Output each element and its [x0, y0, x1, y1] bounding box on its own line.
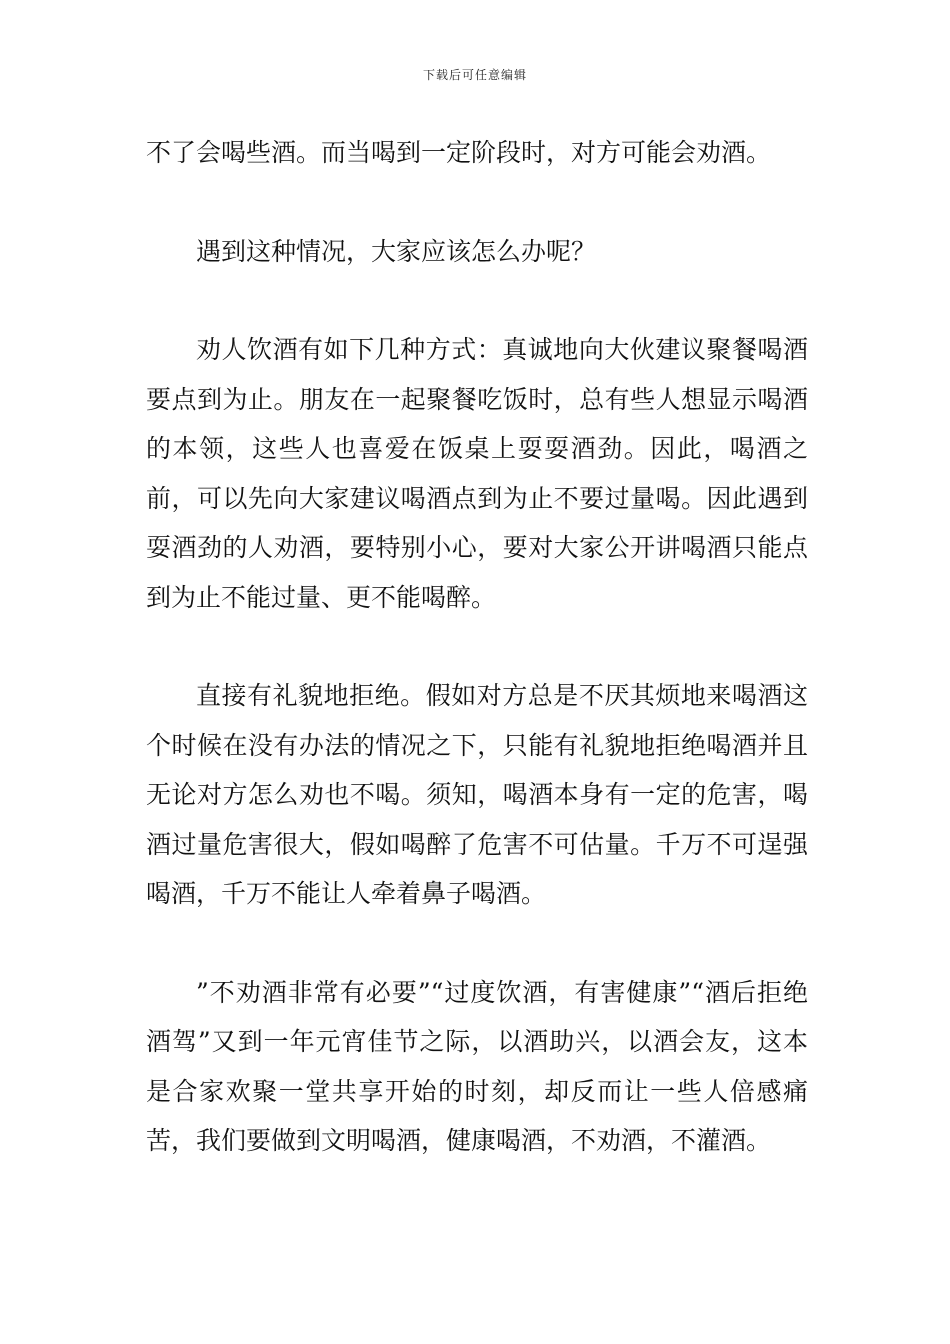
- paragraph-3: 劝人饮酒有如下几种方式：真诚地向大伙建议聚餐喝酒要点到为止。朋友在一起聚餐吃饭时，总有些人想显示喝酒的本领，这些人也喜爱在饭桌上耍耍酒劲。因此，喝酒之前，可以先向大家建议喝酒点到为止不要过量喝。因此遇到耍酒劲的人劝酒，要特别小心，要对大家公开讲喝酒只能点到为止不能过量、更不能喝醉。: [146, 335, 808, 612]
- paragraph-5: ”不劝酒非常有必要”“过度饮酒，有害健康”“酒后拒绝酒驾”又到一年元宵佳节之际，以酒助兴，以酒会友，这本是合家欢聚一堂共享开始的时刻，却反而让一些人倍感痛苦，我们要做到文明喝酒，健康喝酒，不劝酒，不灌酒。: [146, 977, 808, 1155]
- paragraph-gap: [146, 178, 808, 227]
- paragraph-gap: [146, 276, 808, 325]
- document-body: [146, 128, 808, 1166]
- paragraph-2: 遇到这种情况，大家应该怎么办呢？: [196, 236, 597, 266]
- page-header: 下载后可任意编辑: [422, 68, 527, 82]
- paragraph-1: 不了会喝些酒。而当喝到一定阶段时，对方可能会劝酒。: [146, 138, 772, 167]
- paragraph-gap: [146, 622, 808, 671]
- paragraph-4: 直接有礼貌地拒绝。假如对方总是不厌其烦地来喝酒这个时候在没有办法的情况之下，只能有礼貌地拒绝喝酒并且无论对方怎么劝也不喝。须知，喝酒本身有一定的危害，喝酒过量危害很大，假如喝醉了危害不可估量。千万不可逞强喝酒，千万不能让人牵着鼻子喝酒。: [146, 681, 808, 908]
- paragraph-gap: [146, 919, 808, 968]
